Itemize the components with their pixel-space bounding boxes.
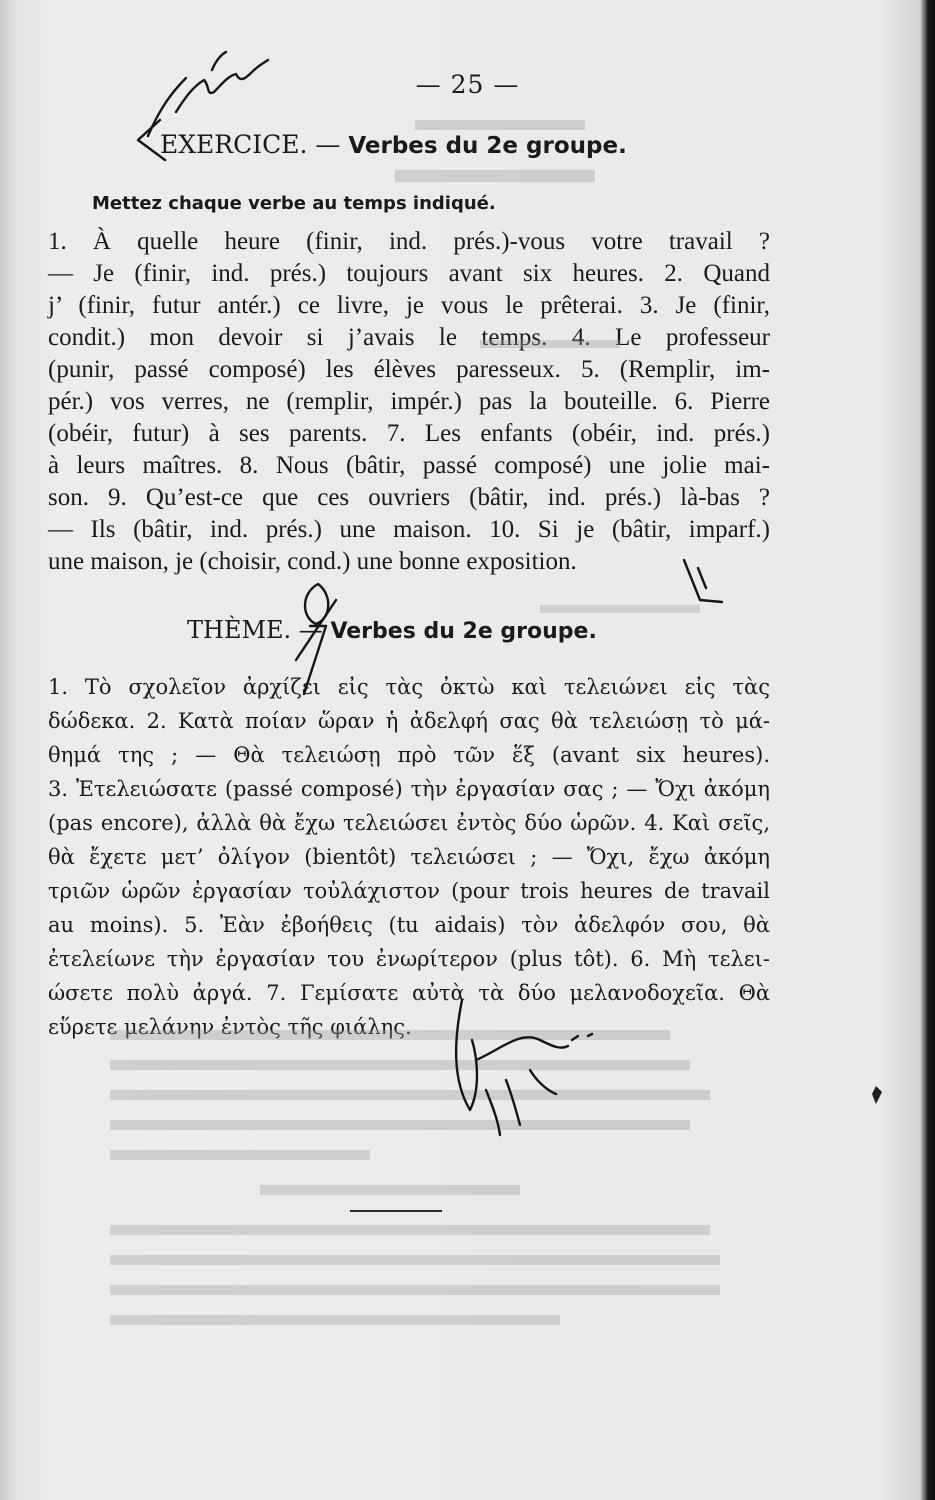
- exercise-line: son. 9. Qu’est-ce que ces ouvriers (bâtir, ind. prés.) là-bas ?: [48, 484, 770, 511]
- exercise-instruction: Mettez chaque verbe au temps indiqué.: [92, 193, 496, 214]
- theme-line: au moins). 5. Ἐὰν ἐβοήθεις (tu aidais) τὸν ἀδελφόν σου, θὰ: [48, 913, 770, 937]
- exercise-line: — Ils (bâtir, ind. prés.) une maison. 10. Si je (bâtir, imparf.): [48, 516, 770, 543]
- signature-icon: [456, 1000, 592, 1135]
- exercise-line: pér.) vos verres, ne (remplir, impér.) pas la bouteille. 6. Pierre: [48, 388, 770, 415]
- theme-prefix: THÈME. —: [187, 616, 331, 644]
- exercise-line: — Je (finir, ind. prés.) toujours avant six heures. 2. Quand: [48, 260, 770, 287]
- theme-line: εὕρετε μελάνην ἐντὸς τῆς φιάλης.: [48, 1015, 412, 1039]
- exercise-line: (obéir, futur) à ses parents. 7. Les enfants (obéir, ind. prés.): [48, 420, 770, 447]
- exercise-line: j’ (finir, futur antér.) ce livre, je vous le prêterai. 3. Je (finir,: [48, 292, 770, 319]
- grade-mark: [296, 584, 336, 694]
- theme-title: Verbes du 2e groupe.: [330, 619, 597, 644]
- handwritten-note-top: [176, 52, 268, 112]
- exercise-line: une maison, je (choisir, cond.) une bonne exposition.: [48, 548, 577, 575]
- exercise-line: 1. À quelle heure (finir, ind. prés.)-vous votre travail ?: [48, 228, 770, 255]
- check-stroke-right: [684, 560, 722, 602]
- exercise-line: à leurs maîtres. 8. Nous (bâtir, passé composé) une jolie mai-: [48, 452, 770, 479]
- theme-line: 1. Τὸ σχολεῖον ἀρχίζει εἰς τὰς ὀκτὼ καὶ τελειώνει εἰς τὰς: [48, 675, 770, 699]
- checkmark-icon: [138, 78, 186, 160]
- theme-line: δώδεκα. 2. Κατὰ ποίαν ὥραν ἡ ἀδελφή σας θὰ τελειώσῃ τὸ μά-: [48, 709, 770, 733]
- page-number: — 25 —: [415, 70, 520, 99]
- exercise-title: Verbes du 2e groupe.: [348, 133, 627, 159]
- theme-line: ώσετε πολὺ ἀργά. 7. Γεμίσατε αὐτὰ τὰ δύο μελανοδοχεῖα. Θὰ: [48, 981, 770, 1005]
- exercise-prefix: EXERCICE. —: [160, 130, 349, 159]
- exercise-line: condit.) mon devoir si j’avais le temps. 4. Le professeur: [48, 324, 770, 351]
- theme-line: τριῶν ὡρῶν ἐργασίαν τοὐλάχιστον (pour trois heures de travail: [48, 879, 770, 903]
- theme-line: (pas encore), ἀλλὰ θὰ ἔχω τελειώσει ἐντὸς δύο ὡρῶν. 4. Καὶ σεῖς,: [48, 811, 770, 835]
- theme-line: θημά της ; — Θὰ τελειώσῃ πρὸ τῶν ἕξ (avant six heures).: [48, 743, 770, 767]
- theme-line: θὰ ἔχετε μετ’ ὀλίγον (bientôt) τελειώσει ; — Ὄχι, ἔχω ἀκόμη: [48, 845, 770, 869]
- theme-line: ἐτελείωνε τὴν ἐργασίαν του ἐνωρίτερον (plus tôt). 6. Μὴ τελει-: [48, 947, 770, 971]
- theme-line: 3. Ἐτελειώσατε (passé composé) τὴν ἐργασίαν σας ; — Ὄχι ἀκόμη: [48, 777, 770, 801]
- ink-speck: [872, 1086, 882, 1104]
- exercise-line: (punir, passé composé) les élèves paresseux. 5. (Remplir, im-: [48, 356, 770, 383]
